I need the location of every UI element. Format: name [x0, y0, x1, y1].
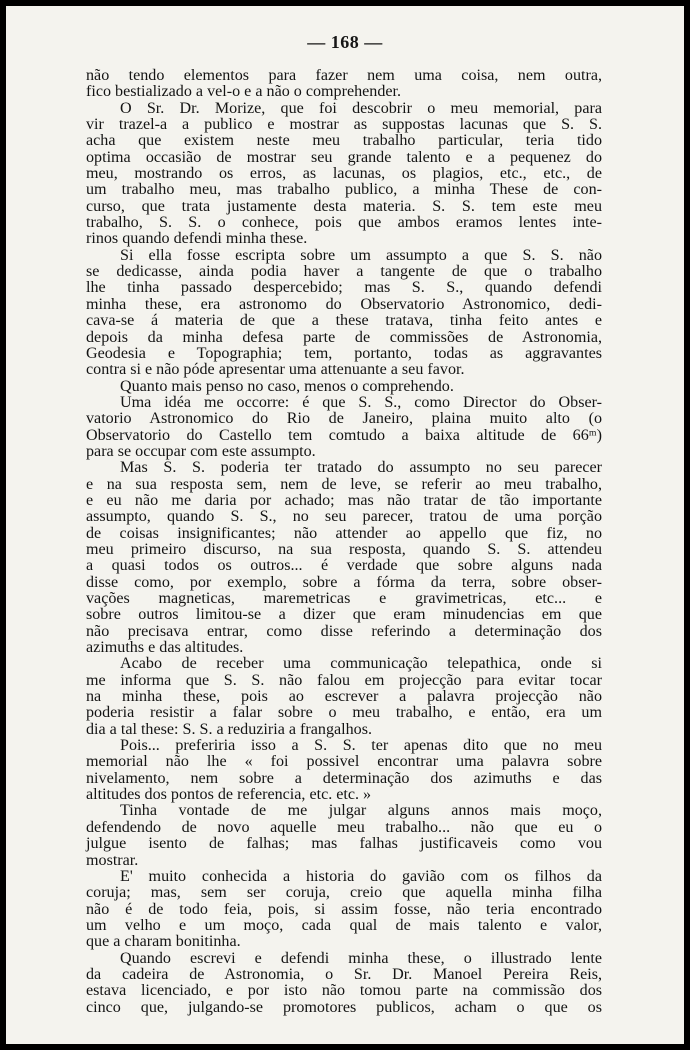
text-line: meu primeiro discurso, na sua resposta, quando S. S. attendeu	[86, 540, 602, 558]
paragraph	[86, 738, 602, 803]
paragraph	[86, 803, 602, 868]
text-line: me informa que S. S. não falou em projecção para evitar tocar	[86, 671, 602, 689]
text-line: azimuths e das altitudes.	[86, 639, 244, 657]
text-line: contra si e não póde apresentar uma attenuante a seu favor.	[86, 361, 465, 379]
text-line: que a charam bonitinha.	[86, 933, 241, 951]
text-line: altitudes dos pontos de referencia, etc. etc. »	[86, 786, 372, 804]
text-line: defendendo de novo aquelle meu trabalho... não que eu o	[86, 818, 602, 836]
text-line: rinos quando defendi minha these.	[86, 230, 308, 248]
text-line: meu, mostrando os erros, as lacunas, os plagios, etc., etc., de	[86, 165, 602, 183]
text-line: memorial não lhe « foi possivel encontrar uma palavra sobre	[86, 753, 602, 771]
paragraph	[86, 248, 602, 379]
text-line: e na sua resposta sem, nem de leve, se referir ao meu trabalho,	[86, 475, 602, 493]
text-line: coruja; mas, sem ser coruja, creio que aquella minha filha	[86, 884, 602, 902]
text-line: Quanto mais penso no caso, menos o comprehendo.	[120, 377, 454, 395]
text-line: não tendo elementos para fazer nem uma coisa, nem outra,	[86, 67, 602, 84]
text-line: optima occasião de mostrar seu grande talento e a pequenez do	[86, 148, 602, 166]
text-line: vatorio Astronomico do Rio de Janeiro, plaina muito alto (o	[86, 410, 602, 428]
text-line: sobre outros limitou-se a dizer que eram minudencias em que	[86, 606, 602, 624]
text-line: na minha these, pois ao escrever a palavra projecção não	[86, 688, 602, 706]
text-line: e eu não me daria por achado; mas não tratar de tão importante	[86, 491, 602, 509]
text-line: um trabalho meu, mas trabalho publico, a minha These de con-	[86, 181, 602, 199]
text-line: curso, que trata justamente desta materia. S. S. tem este meu	[86, 197, 602, 215]
text-line: dia a tal these: S. S. a reduziria a frangalhos.	[86, 720, 373, 738]
paragraph	[86, 379, 602, 395]
book-page	[6, 6, 684, 1044]
text-line: poderia resistir a falar sobre o meu trabalho, e então, era um	[86, 704, 602, 722]
text-line: para se occupar com este assumpto.	[86, 442, 316, 460]
text-line: minha these, era astronomo do Observatorio Astronomico, dedi-	[86, 295, 602, 313]
text-line: trabalho, S. S. o conhece, pois que ambos eramos lentes inte-	[86, 214, 602, 232]
text-line: Quando escrevi e defendi minha these, o illustrado lente	[120, 949, 602, 967]
text-line: fico bestializado a vel-o e a não o comprehender.	[86, 83, 402, 101]
text-line: cinco que, julgando-se promotores publicos, acham o que os	[86, 998, 602, 1016]
text-line: a quasi todos os outros... é verdade que sobre alguns nada	[86, 557, 602, 575]
paragraph	[86, 951, 602, 1016]
text-line: vações magneticas, maremetricas e gravimetricas, etc... e	[86, 590, 602, 607]
text-line: O Sr. Dr. Morize, que foi descobrir o meu memorial, para	[120, 99, 602, 117]
text-line: Acabo de receber uma communicação telepathica, onde si	[120, 655, 602, 673]
text-line: da cadeira de Astronomia, o Sr. Dr. Manoel Pereira Reis,	[86, 965, 602, 983]
page-number: — 168 —	[307, 32, 383, 52]
paragraph	[86, 101, 602, 248]
text-line: se dedicasse, ainda podia haver a tangente de que o trabalho	[86, 263, 602, 281]
paragraph	[86, 869, 602, 951]
text-line: um velho e um moço, cada qual de mais talento e valor,	[86, 916, 602, 934]
text-line: de coisas insignificantes; não attender ao appello que fiz, no	[86, 524, 602, 542]
text-line: não é de todo feia, pois, si assim fosse, não teria encontrado	[86, 900, 602, 918]
text-line: mostrar.	[86, 851, 139, 869]
paragraph	[86, 68, 602, 101]
paragraph	[86, 395, 602, 460]
text-line: estava licenciado, e por isto não tomou parte na commissão dos	[86, 982, 602, 1000]
text-line: vir trazel-a a publico e mostrar as suppostas lacunas que S. S.	[86, 116, 602, 134]
text-line: Tinha vontade de me julgar alguns annos mais moço,	[120, 802, 602, 820]
paragraph	[86, 656, 602, 738]
text-line: E' muito conhecida a historia do gavião com os filhos da	[120, 867, 602, 885]
paragraph	[86, 460, 602, 656]
text-line: acha que existem neste meu trabalho particular, teria tido	[86, 132, 602, 150]
text-line: Si ella fosse escripta sobre um assumpto a que S. S. não	[120, 246, 602, 264]
text-line: não precisava entrar, como disse referindo a determinação dos	[86, 622, 602, 640]
text-line: Geodesia e Topographia; tem, portanto, todas as aggravantes	[86, 344, 602, 362]
text-line: Pois... preferiria isso a S. S. ter apenas dito que no meu	[120, 737, 602, 755]
text-line: Mas S. S. poderia ter tratado do assumpto no seu parecer	[120, 459, 602, 477]
text-line: cava-se á materia de que a these tratava, tinha feito antes e	[86, 312, 602, 330]
text-line: Observatorio do Castello tem comtudo a baixa altitude de 66ᵐ)	[86, 426, 602, 444]
text-line: nivelamento, nem sobre a determinação dos azimuths e das	[86, 769, 602, 787]
text-line: disse como, por exemplo, sobre a fórma da terra, sobre obser-	[86, 573, 602, 591]
text-line: depois da minha defesa parte de commissões de Astronomia,	[86, 328, 602, 346]
text-line: julgue isento de falhas; mas falhas justificaveis como vou	[86, 835, 602, 853]
text-line: Uma idéa me occorre: é que S. S., como Director do Obser-	[120, 393, 602, 411]
text-line: lhe tinha passado despercebido; mas S. S., quando defendi	[86, 279, 602, 297]
text-line: assumpto, quando S. S., no seu parecer, tratou de uma porção	[86, 508, 602, 526]
body-text	[86, 68, 602, 1016]
